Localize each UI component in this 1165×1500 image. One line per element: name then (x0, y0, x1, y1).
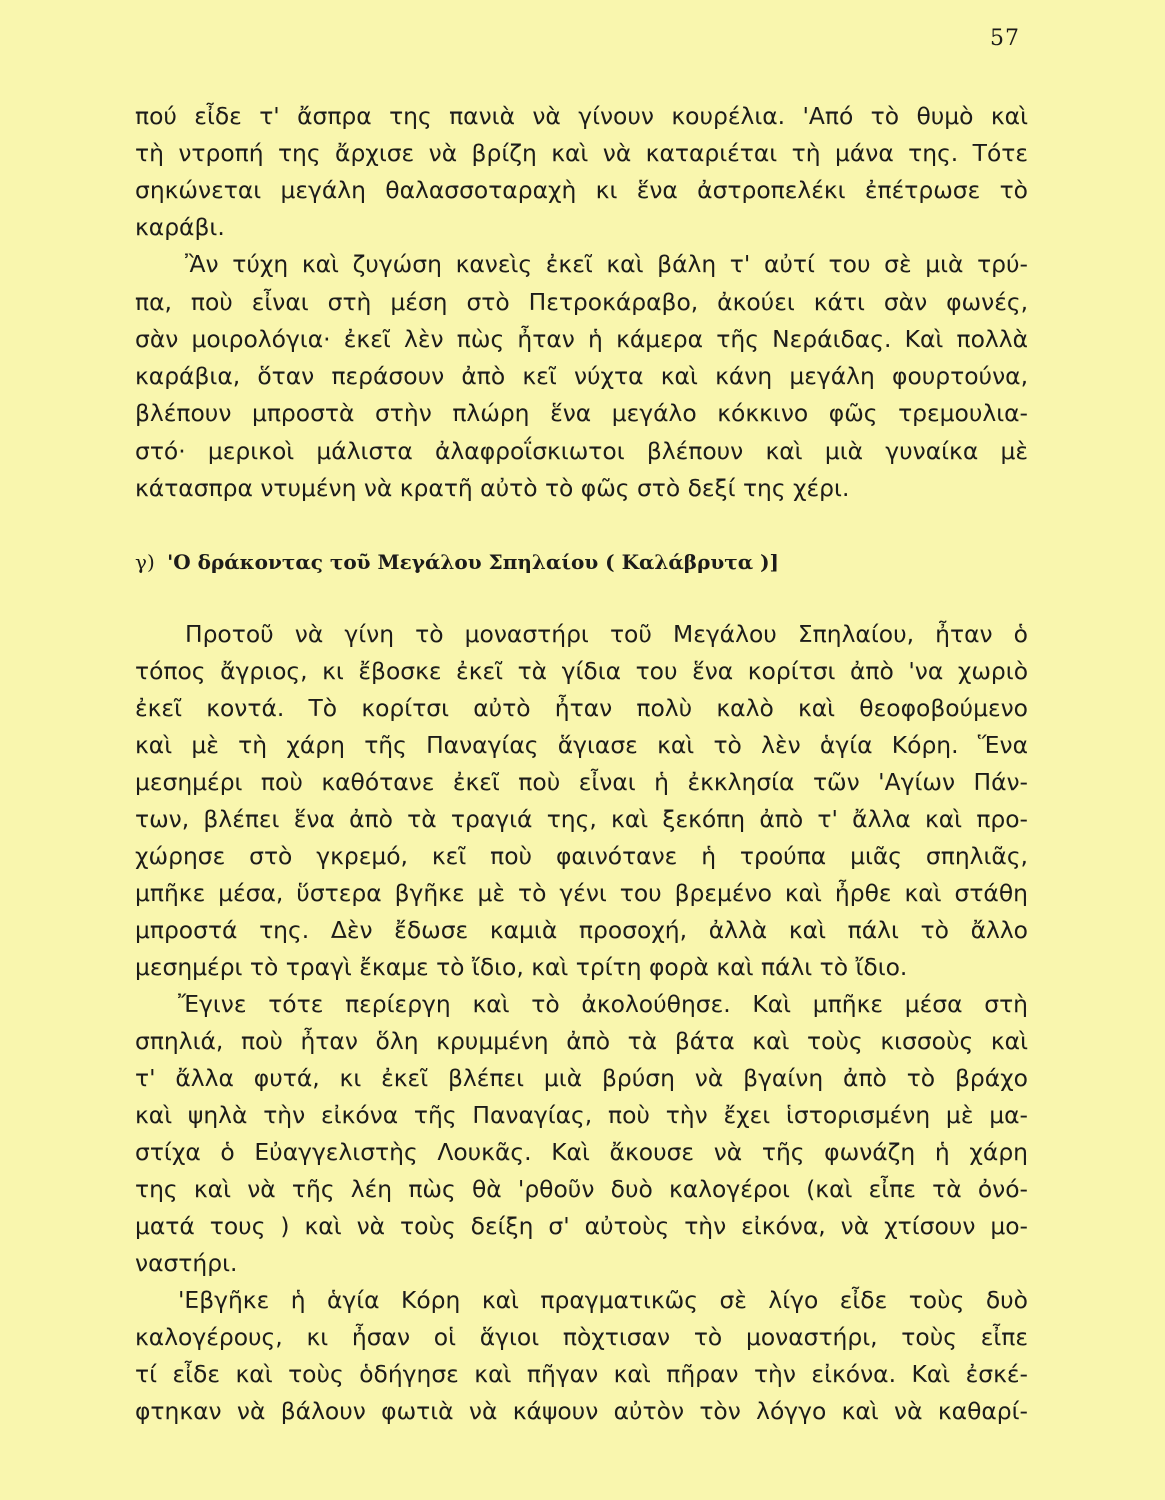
text-line: καράβι. (135, 213, 225, 241)
text-line: τί εἶδε καὶ τοὺς ὁδήγησε καὶ πῆγαν καὶ πῆραν τὴν εἰκόνα. Καὶ ἐσκέ- (135, 1360, 1028, 1388)
text-line: χώρησε στὸ γκρεμό, κεῖ ποὺ φαινότανε ἡ τρούπα μιᾶς σπηλιᾶς, (135, 842, 1028, 870)
text-line: φτηκαν νὰ βάλουν φωτιὰ νὰ κάψουν αὐτὸν τὸν λόγγο καὶ νὰ καθαρί- (135, 1397, 1028, 1425)
text-line: τ' ἄλλα φυτά, κι ἐκεῖ βλέπει μιὰ βρύση νὰ βγαίνη ἀπὸ τὸ βράχο (135, 1064, 1028, 1092)
text-line: σὰν μοιρολόγια· ἐκεῖ λὲν πὼς ἦταν ἡ κάμερα τῆς Νεράιδας. Καὶ πολλὰ (135, 325, 1028, 353)
text-line: ἐκεῖ κοντά. Τὸ κορίτσι αὐτὸ ἦταν πολὺ καλὸ καὶ θεοφοβούμενο (135, 694, 1028, 722)
text-line: Προτοῦ νὰ γίνη τὸ μοναστήρι τοῦ Μεγάλου Σπηλαίου, ἦταν ὁ (185, 620, 1028, 648)
text-line: της καὶ νὰ τῆς λέη πὼς θὰ 'ρθοῦν δυὸ καλογέροι (καὶ εἶπε τὰ ὀνό- (135, 1175, 1028, 1203)
text-line: των, βλέπει ἕνα ἀπὸ τὰ τραγιά της, καὶ ξεκόπη ἀπὸ τ' ἄλλα καὶ προ- (135, 805, 1028, 833)
text-line: 'Εβγῆκε ἡ ἁγία Κόρη καὶ πραγματικῶς σὲ λίγο εἶδε τοὺς δυὸ (178, 1286, 1028, 1314)
text-line: στό· μερικοὶ μάλιστα ἀλαφροΐσκιωτοι βλέπουν καὶ μιὰ γυναίκα μὲ (135, 437, 1028, 465)
section-heading (135, 548, 779, 576)
text-line: μεσημέρι τὸ τραγὶ ἔκαμε τὸ ἴδιο, καὶ τρίτη φορὰ καὶ πάλι τὸ ἴδιο. (135, 953, 908, 981)
text-line: τὴ ντροπή της ἄρχισε νὰ βρίζη καὶ νὰ καταριέται τὴ μάνα της. Τότε (135, 139, 1028, 167)
text-line: στίχα ὁ Εὐαγγελιστὴς Λουκᾶς. Καὶ ἄκουσε νὰ τῆς φωνάζη ἡ χάρη (135, 1138, 1028, 1166)
text-line: μεσημέρι ποὺ καθότανε ἐκεῖ ποὺ εἶναι ἡ ἐκκλησία τῶν 'Αγίων Πάν- (135, 768, 1028, 796)
text-line: καὶ μὲ τὴ χάρη τῆς Παναγίας ἅγιασε καὶ τὸ λὲν ἁγία Κόρη. Ἕνα (135, 731, 1028, 759)
text-line: καλογέρους, κι ἦσαν οἱ ἅγιοι πὸχτισαν τὸ μοναστήρι, τοὺς εἶπε (135, 1323, 1028, 1351)
text-line: ματά τους ) καὶ νὰ τοὺς δείξη σ' αὐτοὺς τὴν εἰκόνα, νὰ χτίσουν μο- (135, 1212, 1028, 1240)
text-line: σπηλιά, ποὺ ἦταν ὅλη κρυμμένη ἀπὸ τὰ βάτα καὶ τοὺς κισσοὺς καὶ (135, 1027, 1028, 1055)
section-label: γ) (135, 550, 155, 574)
section-title: 'Ο δράκοντας τοῦ Μεγάλου Σπηλαίου ( Καλάβρυτα )] (167, 550, 779, 574)
text-line: Ἔγινε τότε περίεργη καὶ τὸ ἀκολούθησε. Καὶ μπῆκε μέσα στὴ (178, 990, 1028, 1018)
text-line: μπροστά της. Δὲν ἔδωσε καμιὰ προσοχή, ἀλλὰ καὶ πάλι τὸ ἄλλο (135, 916, 1028, 944)
text-line: ναστήρι. (135, 1249, 238, 1277)
text-line: καράβια, ὅταν περάσουν ἀπὸ κεῖ νύχτα καὶ κάνη μεγάλη φουρτούνα, (135, 362, 1028, 390)
text-line: βλέπουν μπροστὰ στὴν πλώρη ἕνα μεγάλο κόκκινο φῶς τρεμουλια- (135, 399, 1028, 427)
text-line: μπῆκε μέσα, ὕστερα βγῆκε μὲ τὸ γένι του βρεμένο καὶ ἦρθε καὶ στάθη (135, 879, 1028, 907)
text-line: Ἂν τύχη καὶ ζυγώση κανεὶς ἐκεῖ καὶ βάλη τ' αὐτί του σὲ μιὰ τρύ- (185, 250, 1028, 278)
text-line: τόπος ἄγριος, κι ἔβοσκε ἐκεῖ τὰ γίδια του ἕνα κορίτσι ἀπὸ 'να χωριὸ (135, 657, 1028, 685)
text-line: καὶ ψηλὰ τὴν εἰκόνα τῆς Παναγίας, ποὺ τὴν ἔχει ἱστορισμένη μὲ μα- (135, 1101, 1028, 1129)
page-number: 57 (990, 26, 1020, 51)
text-line: σηκώνεται μεγάλη θαλασσοταραχὴ κι ἕνα ἀστροπελέκι ἐπέτρωσε τὸ (135, 176, 1028, 204)
text-line: πα, ποὺ εἶναι στὴ μέση στὸ Πετροκάραβο, ἀκούει κάτι σὰν φωνές, (135, 288, 1028, 316)
text-line: κάτασπρα ντυμένη νὰ κρατῆ αὐτὸ τὸ φῶς στὸ δεξί της χέρι. (135, 474, 850, 502)
text-line: πού εἶδε τ' ἄσπρα της πανιὰ νὰ γίνουν κουρέλια. 'Από τὸ θυμὸ καὶ (135, 102, 1028, 130)
